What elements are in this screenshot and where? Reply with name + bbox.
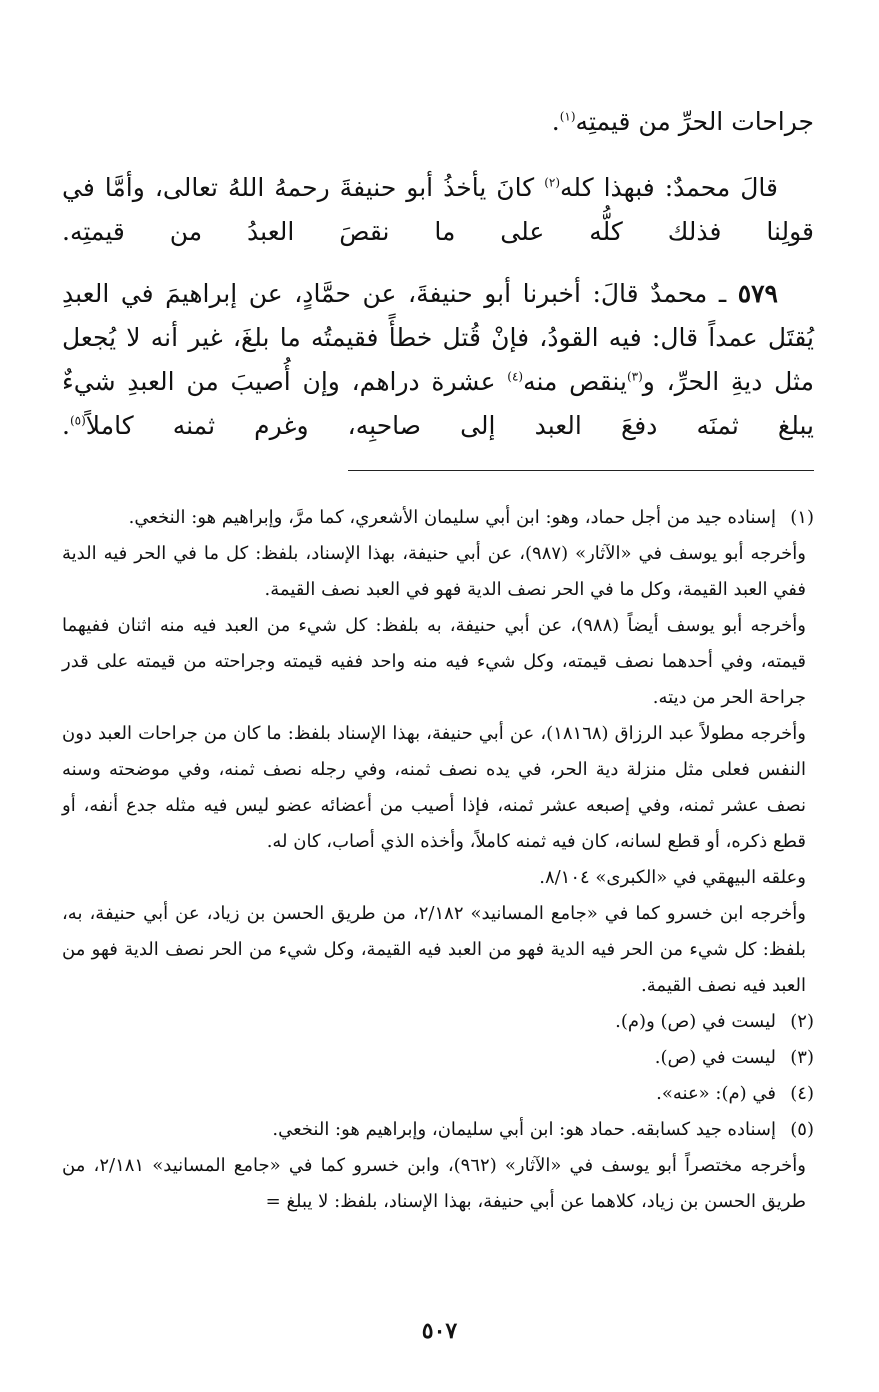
footnote-4-text: في (م): «عنه». (656, 1083, 776, 1104)
footnote-1-para-2: وأخرجه أبو يوسف في «الآثار» (٩٨٧)، عن أبي حنيفة، بهذا الإسناد، بلفظ: كل ما في الحر فيه الدية ففي العبد القيمة، وكل ما في الحر نصف الدية فهو في العبد نصف القيمة. (62, 543, 806, 600)
footnote-marker: (٥) (790, 1119, 814, 1140)
punctuation: . (62, 411, 70, 440)
paragraph-2 (62, 166, 814, 254)
footnote-5-para-2: وأخرجه مختصراً أبو يوسف في «الآثار» (٩٦٢)، وابن خسرو كما في «جامع المسانيد» ٢/١٨١، من طريق الحسن بن زياد، كلاهما عن أبي حنيفة، بهذا الإسناد، بلفظ: لا يبلغ = (62, 1155, 806, 1212)
paragraph-3 (62, 272, 814, 448)
footnote-marker: (٣) (790, 1047, 814, 1068)
footnote-ref: (٣) (626, 369, 643, 384)
footnote-ref: (١) (559, 109, 576, 124)
main-paragraph-3 (62, 272, 814, 448)
footnote-marker: (٤) (790, 1083, 814, 1104)
footnote-5 (62, 1112, 814, 1220)
main-paragraph-2 (62, 166, 814, 254)
footnotes (62, 500, 814, 1220)
hadith-number: ٥٧٩ (737, 279, 778, 308)
footnote-marker: (٢) (790, 1011, 814, 1032)
main-line-1-text: جراحات الحرِّ من قيمتِه (575, 107, 814, 136)
footnote-1-para-1: إسناده جيد من أجل حماد، وهو: ابن أبي سليمان الأشعري، كما مرَّ، وإبراهيم هو: النخعي. (128, 507, 776, 528)
footnote-ref: (٢) (544, 175, 561, 190)
footnote-5-para-1: إسناده جيد كسابقه. حماد هو: ابن أبي سليمان، وإبراهيم هو: النخعي. (272, 1119, 776, 1140)
paragraph-2-text-a: قالَ محمدٌ: فبهذا كله (560, 173, 778, 202)
footnote-4 (62, 1076, 814, 1112)
paragraph-3-text-a: ـ محمدٌ قالَ: أخبرنا أبو حنيفةَ، عن حمَّادٍ، عن إبراهيمَ في العبدِ يُقتَل عمداً قال: فيه القودُ، فإنْ قُتل خطأً فقيمتُه ما بلغَ، غير أنه لا يُجعل مثل ديةِ الحرِّ، و (62, 279, 814, 396)
page-number: ٥٠٧ (421, 1318, 458, 1344)
footnote-marker: (١) (790, 507, 814, 528)
main-line-1 (62, 100, 814, 144)
paragraph-3-text-b: ينقص منه (523, 367, 627, 396)
footnote-1 (62, 500, 814, 1004)
footnote-2-text: ليست في (ص) و(م). (615, 1011, 776, 1032)
paragraph-2-text-b: كانَ يأخذُ أبو حنيفةَ رحمهُ اللهُ تعالى، وأمَّا في قولِنا فذلك كلُّه على ما نقصَ العبدُ من قيمتِه. (62, 173, 814, 246)
footnote-separator (348, 470, 814, 471)
footnote-2 (62, 1004, 814, 1040)
footnote-1-para-5: وعلقه البيهقي في «الكبرى» ٨/١٠٤. (539, 867, 806, 888)
footnote-1-para-4: وأخرجه مطولاً عبد الرزاق (١٨١٦٨)، عن أبي حنيفة، بهذا الإسناد بلفظ: ما كان من جراحات العبد دون النفس فعلى مثل منزلة دية الحر، في يده نصف ثمنه، وفي رجله نصف ثمنه، وفي موضحته وسنه نصف عشر ثمنه، وفي إصبعه عشر ثمنه، فإذا أصيب من أعضائه عضو ليس فيه مثله جدع أنفه، أو قطع ذكره، أو قطع لسانه، كان فيه ثمنه كاملاً، وأخذه الذي أصاب، كان له. (62, 723, 806, 852)
paragraph-3-text-c: عشرة دراهم، وإن أُصيبَ من العبدِ شيءٌ يبلغ ثمنَه دفعَ العبد إلى صاحبِه، وغرم ثمنه كاملاً (62, 367, 814, 440)
footnote-1-para-6: وأخرجه ابن خسرو كما في «جامع المسانيد» ٢/١٨٢، من طريق الحسن بن زياد، عن أبي حنيفة، به، بلفظ: كل شيء من الحر فيه الدية فهو من العبد فيه القيمة، وكل شيء من الحر نصف الدية فهو من العبد فيه نصف القيمة. (62, 903, 806, 996)
footnote-3-text: ليست في (ص). (654, 1047, 776, 1068)
footnote-1-para-3: وأخرجه أبو يوسف أيضاً (٩٨٨)، عن أبي حنيفة، به بلفظ: كل شيء من العبد فيه منه اثنان ففيهما قيمته، وفي أحدهما نصف قيمته، وكل شيء فيه منه واحد ففيه قيمته وجراحته من قيمته على قدر جراحة الحر من ديته. (62, 615, 806, 708)
punctuation: . (551, 107, 560, 136)
footnote-ref: (٥) (69, 413, 86, 428)
footnote-ref: (٤) (507, 369, 524, 384)
main-text (62, 100, 814, 144)
footnote-3 (62, 1040, 814, 1076)
